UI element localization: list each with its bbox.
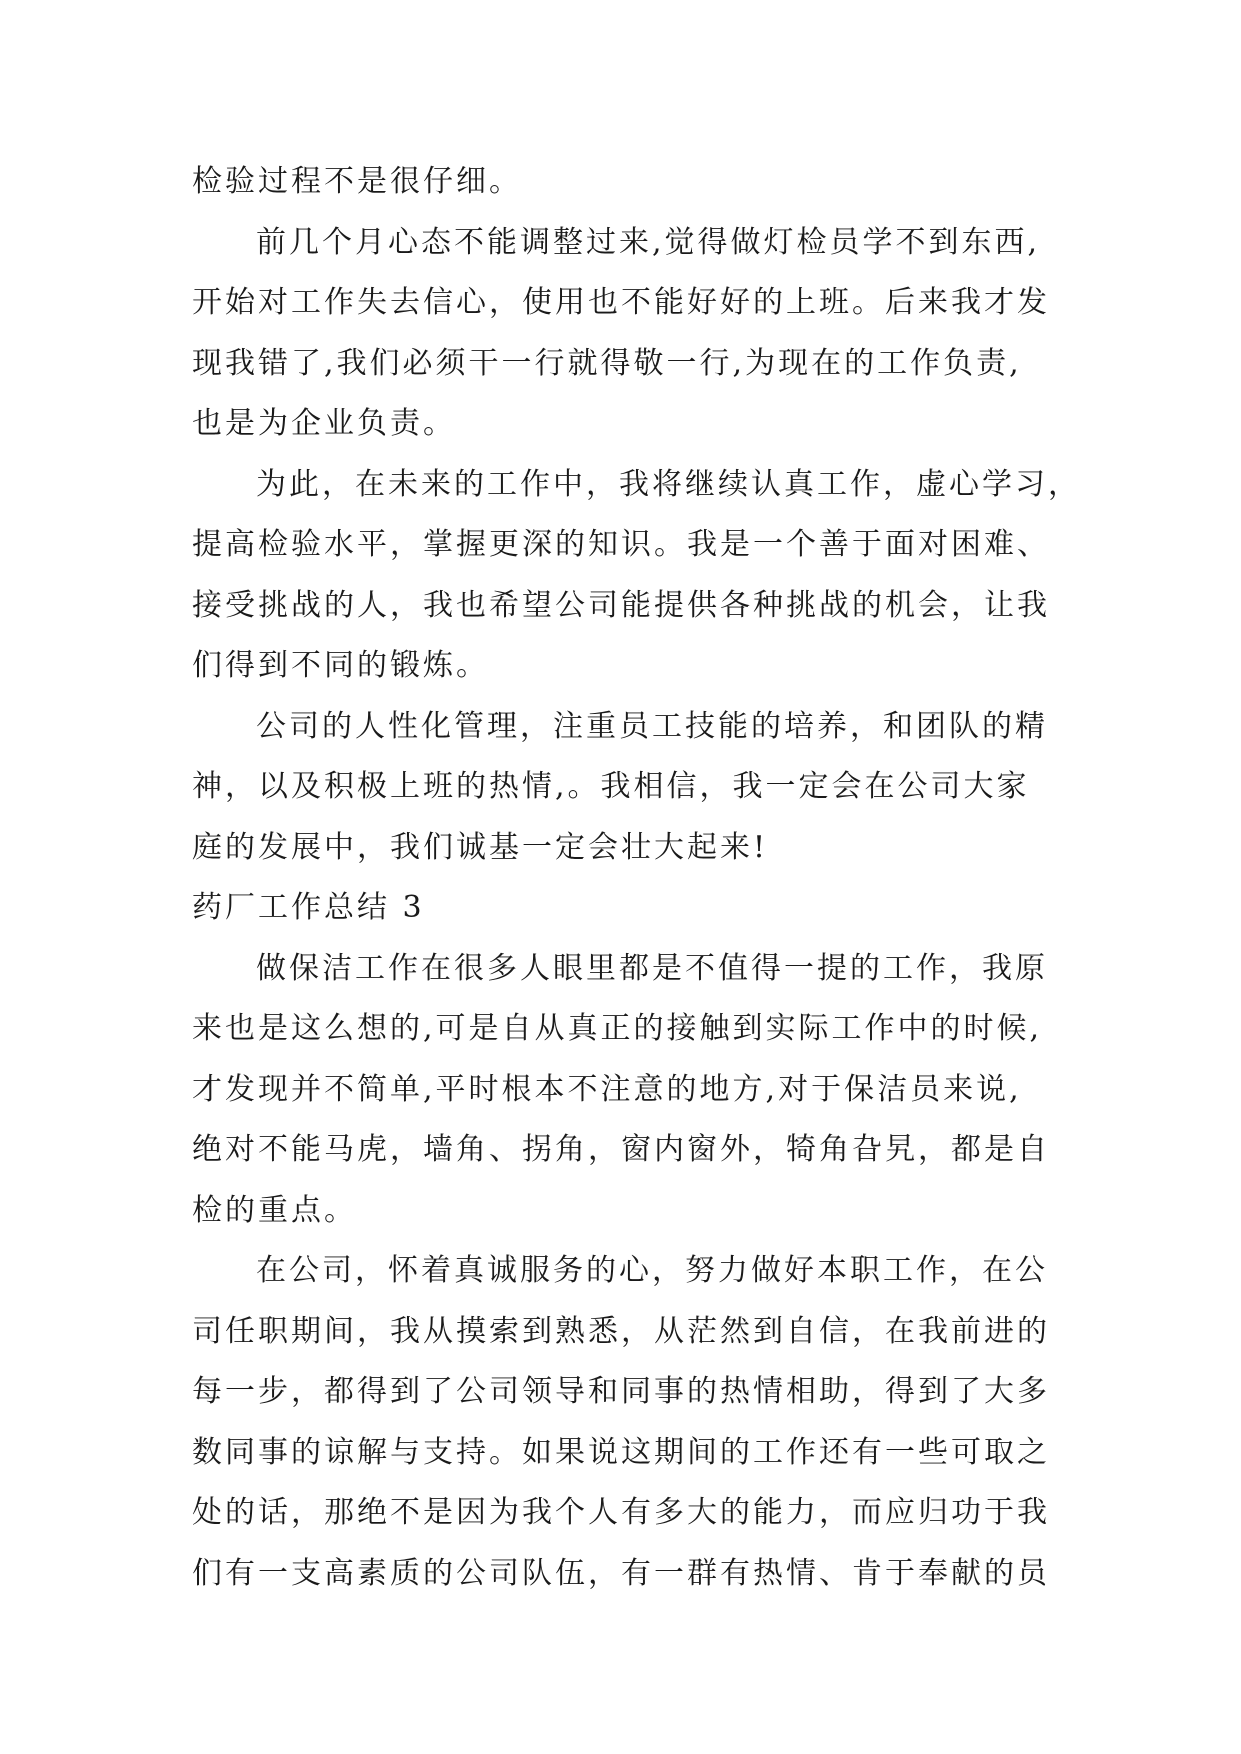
paragraph-start-line: 做保洁工作在很多人眼里都是不值得一提的工作，我原 [256, 950, 1048, 986]
document-body [192, 152, 1081, 1604]
text-line: 才发现并不简单,平时根本不注意的地方,对于保洁员来说, [192, 1071, 1022, 1107]
text-line: 神，以及积极上班的热情,。我相信，我一定会在公司大家 [192, 769, 1030, 804]
paragraph-start-line: 在公司，怀着真诚服务的心，努力做好本职工作，在公 [256, 1253, 1048, 1288]
text-line: 司任职期间，我从摸索到熟悉，从茫然到自信，在我前进的 [192, 1313, 1050, 1349]
text-line: 接受挑战的人，我也希望公司能提供各种挑战的机会，让我 [192, 587, 1050, 623]
text-line: 检验过程不是很仔细。 [192, 164, 522, 199]
text-line: 检的重点。 [192, 1192, 357, 1228]
text-line: 处的话，那绝不是因为我个人有多大的能力，而应归功于我 [192, 1495, 1050, 1530]
paragraph-start-line: 前几个月心态不能调整过来,觉得做灯检员学不到东西, [256, 224, 1041, 260]
text-line: 提高检验水平，掌握更深的知识。我是一个善于面对困难、 [192, 527, 1050, 562]
text-line: 来也是这么想的,可是自从真正的接触到实际工作中的时候, [192, 1011, 1043, 1046]
paragraph-start-line: 公司的人性化管理，注重员工技能的培养，和团队的精 [256, 708, 1048, 744]
text-line: 数同事的谅解与支持。如果说这期间的工作还有一些可取之 [192, 1434, 1050, 1470]
text-line: 开始对工作失去信心，使用也不能好好的上班。后来我才发 [192, 285, 1050, 320]
paragraph-start-line: 为此，在未来的工作中，我将继续认真工作，虚心学习， [256, 466, 1081, 502]
text-line: 也是为企业负责。 [192, 406, 456, 441]
text-line: 每一步，都得到了公司领导和同事的热情相助，得到了大多 [192, 1374, 1050, 1409]
text-line: 庭的发展中，我们诚基一定会壮大起来! [192, 829, 769, 865]
section-heading: 药厂工作总结 3 [192, 890, 425, 925]
text-line: 们得到不同的锻炼。 [192, 648, 489, 683]
text-line: 绝对不能马虎，墙角、拐角，窗内窗外，犄角旮旯，都是自 [192, 1132, 1050, 1167]
text-line: 现我错了,我们必须干一行就得敬一行,为现在的工作负责, [192, 345, 1022, 381]
text-line: 们有一支高素质的公司队伍，有一群有热情、肯于奉献的员 [192, 1555, 1050, 1591]
